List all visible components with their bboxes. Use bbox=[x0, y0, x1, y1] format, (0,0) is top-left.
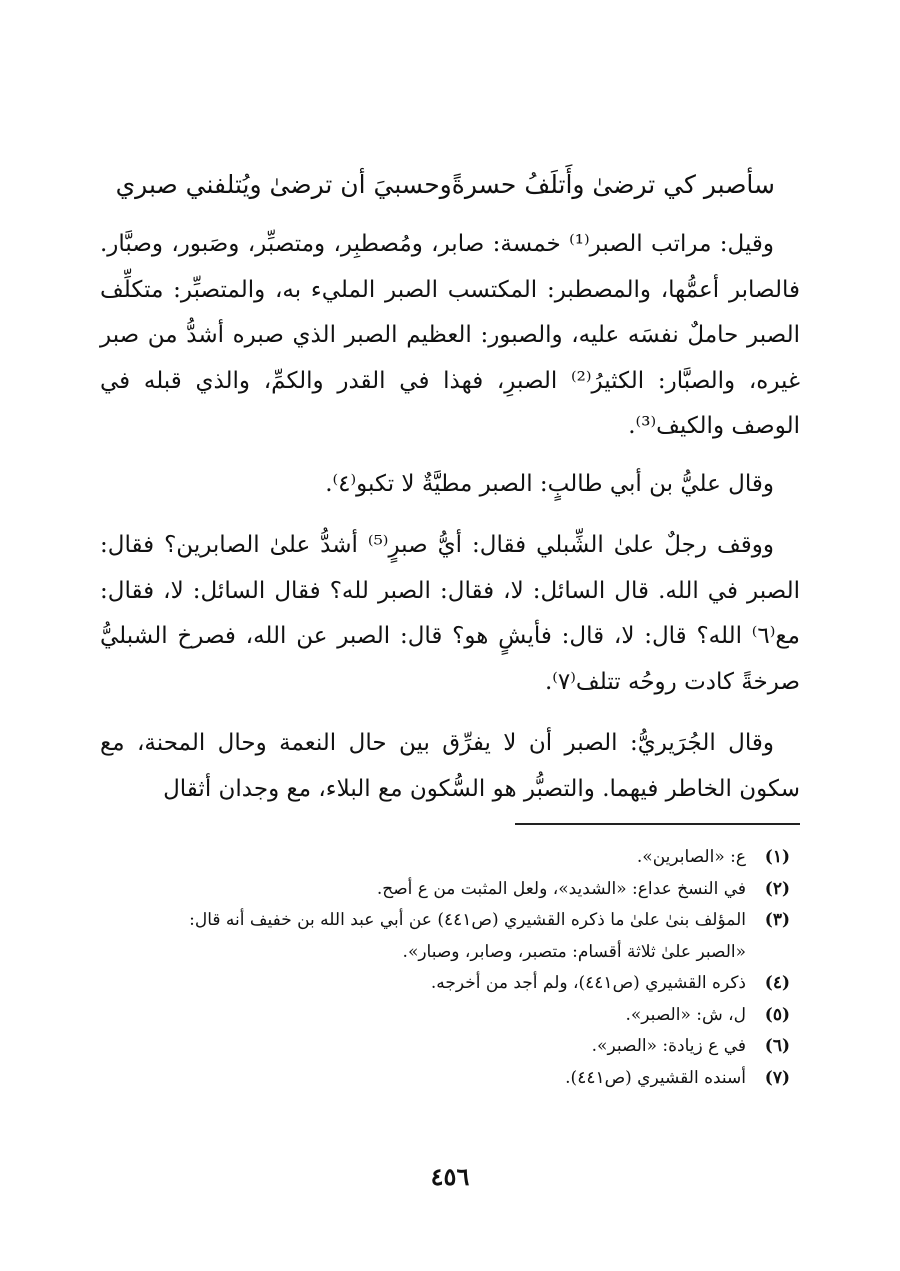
footnote-number: (٥) bbox=[764, 1004, 790, 1025]
footnote-text: أسنده القشيري (ص٤٤١). bbox=[565, 1067, 746, 1088]
footnote-number: (٤) bbox=[764, 973, 790, 993]
footnote-text: ع: «الصابرين». bbox=[636, 847, 746, 867]
paragraph-shibli-story: ووقف رجلٌ علىٰ الشِّبلي فقال: أيُّ صبرٍ⁽⁵⁾ أشدُّ علىٰ الصابرين؟ فقال: الصبر في الله. قال السائل: لا، فقال: الصبر لله؟ فقال السائل: لا، فقال: مع⁽٦⁾ الله؟ قال: لا، قال: فأيشٍ هو؟ قال: الصبر عن الله، فصرخ الشبليُّ صرخةً كادت روحُه تتلف⁽٧⁾. bbox=[100, 532, 800, 695]
poetry-verse bbox=[115, 160, 775, 210]
footnote-item bbox=[100, 1031, 790, 1063]
footnote-text: ل، ش: «الصبر». bbox=[625, 1004, 746, 1025]
footnote-item bbox=[100, 905, 790, 937]
footnote-separator bbox=[515, 823, 800, 825]
verse-hemistich-2: وحسبيَ أن ترضىٰ ويُتلفني صبري bbox=[115, 170, 452, 199]
footnote-number: (٣) bbox=[764, 910, 790, 930]
verse-hemistich-1: سأصبر كي ترضىٰ وأَتلَفُ حسرةً bbox=[451, 170, 775, 199]
footnote-continuation: «الصبر علىٰ ثلاثة أقسام: متصبر، وصابر، وصبار». bbox=[402, 941, 746, 962]
page-number: ٤٥٦ bbox=[430, 1162, 470, 1191]
footnote-text: في النسخ عداع: «الشديد»، ولعل المثبت من ع أصح. bbox=[376, 878, 746, 899]
footnote-text: في ع زيادة: «الصبر». bbox=[591, 1036, 746, 1056]
footnote-number: (٢) bbox=[764, 878, 790, 899]
footnote-number: (١) bbox=[764, 847, 790, 867]
footnote-number: (٦) bbox=[764, 1036, 790, 1056]
footnote-item bbox=[100, 1000, 790, 1032]
paragraph-ranks-of-patience: وقيل: مراتب الصبر⁽¹⁾ خمسة: صابر، ومُصطبِر، ومتصبِّر، وصَبور، وصبَّار. فالصابر أعمُّها، والمصطبر: المكتسب الصبر المليء به، والمتصبِّر: متكلِّف الصبر حاملٌ نفسَه عليه، والصبور: العظيم الصبر الذي صبره أشدُّ من صبر غيره، والصبَّار: الكثيرُ⁽²⁾ الصبرِ، فهذا في القدر والكمِّ، والذي قبله في الوصف والكيف⁽³⁾. bbox=[100, 231, 800, 439]
footnote-item bbox=[100, 842, 790, 874]
main-text bbox=[100, 222, 800, 828]
footnote-item bbox=[100, 1063, 790, 1095]
footnote-text: ذكره القشيري (ص٤٤١)، ولم أجد من أخرجه. bbox=[430, 973, 746, 993]
footnote-item bbox=[100, 874, 790, 906]
footnotes bbox=[100, 842, 790, 1094]
footnote-text: المؤلف بنىٰ علىٰ ما ذكره القشيري (ص٤٤١) عن أبي عبد الله بن خفيف أنه قال: bbox=[189, 910, 746, 930]
footnote-item bbox=[100, 968, 790, 1000]
paragraph-ali-quote: وقال عليُّ بن أبي طالبٍ: الصبر مطيَّةٌ لا تكبو⁽٤⁾. bbox=[325, 470, 774, 497]
footnote-number: (٧) bbox=[764, 1067, 790, 1088]
paragraph-jurayri-quote: وقال الجُرَيريُّ: الصبر أن لا يفرِّق بين حال النعمة وحال المحنة، مع سكون الخاطر فيهما. والتصبُّر هو السُّكون مع البلاء، مع وجدان أثقال bbox=[100, 730, 800, 802]
